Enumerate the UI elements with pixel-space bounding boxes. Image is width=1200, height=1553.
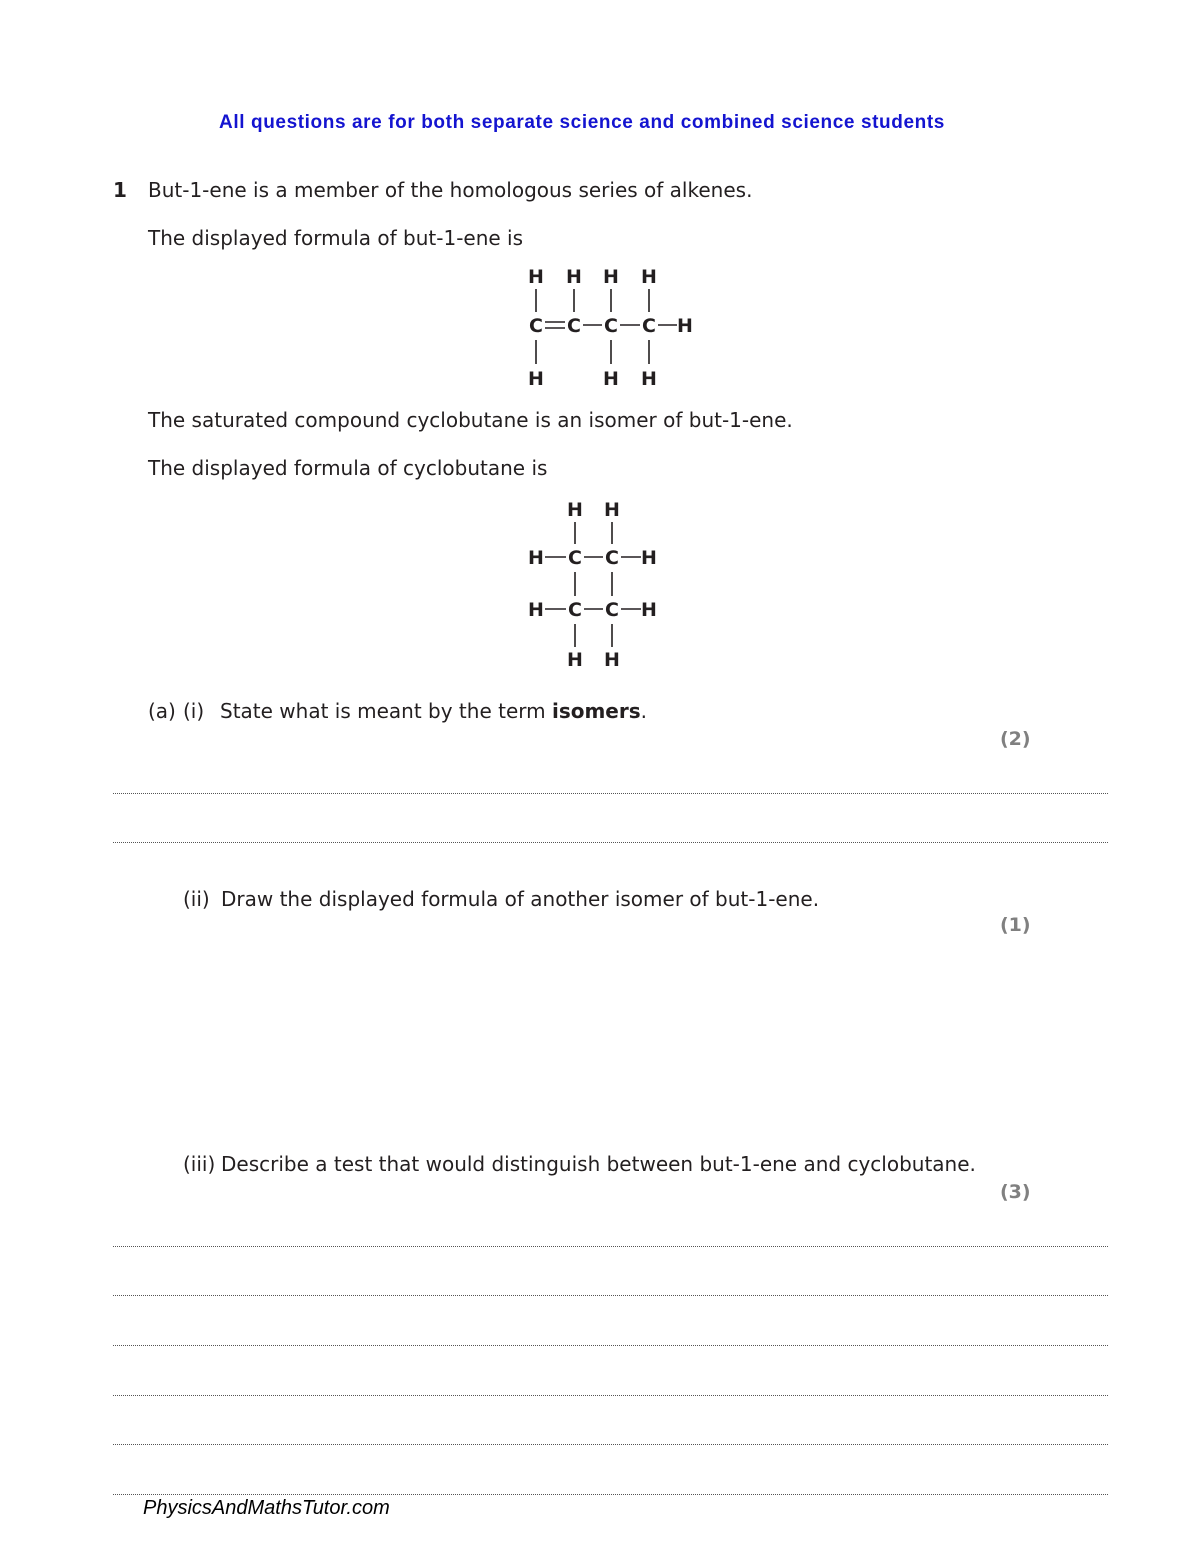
atom-c: C	[529, 315, 543, 337]
atom-h: H	[641, 599, 657, 621]
atom-h: H	[677, 315, 693, 337]
instruction-banner: All questions are for both separate science and combined science students	[219, 112, 945, 133]
part-i-period: .	[640, 699, 647, 723]
answer-line[interactable]	[113, 842, 1108, 843]
but1ene-carbon-chain	[529, 315, 693, 337]
atom-h: H	[567, 649, 583, 671]
part-iii-marks: (3)	[1000, 1181, 1031, 1203]
atom-h: H	[641, 266, 657, 288]
atom-h: H	[566, 266, 582, 288]
cyclobutane-structure	[500, 490, 680, 675]
atom-h: H	[528, 547, 544, 569]
but1ene-structure	[500, 258, 720, 393]
atom-h: H	[603, 266, 619, 288]
atom-h: H	[603, 368, 619, 390]
atom-h: H	[641, 368, 657, 390]
answer-line[interactable]	[113, 1295, 1108, 1296]
atom-h: H	[567, 499, 583, 521]
atom-h: H	[528, 599, 544, 621]
part-iii-label: (iii)	[183, 1152, 216, 1176]
answer-line[interactable]	[113, 1246, 1108, 1247]
answer-line[interactable]	[113, 1494, 1108, 1495]
cyclobutane-caption: The displayed formula of cyclobutane is	[148, 456, 548, 480]
answer-line[interactable]	[113, 1395, 1108, 1396]
isomers-keyword: isomers	[551, 699, 641, 723]
part-ii-marks: (1)	[1000, 914, 1031, 936]
part-a-label: (a)	[148, 699, 176, 723]
answer-line[interactable]	[113, 1345, 1108, 1346]
but1ene-caption: The displayed formula of but-1-ene is	[148, 226, 524, 250]
atom-c: C	[568, 599, 582, 621]
answer-line[interactable]	[113, 1444, 1108, 1445]
answer-line[interactable]	[113, 793, 1108, 794]
atom-h: H	[641, 547, 657, 569]
but1ene-top-hydrogens	[528, 266, 657, 288]
but1ene-bottom-hydrogens	[528, 368, 657, 390]
atom-c: C	[642, 315, 656, 337]
atom-h: H	[604, 499, 620, 521]
atom-h: H	[528, 266, 544, 288]
part-i-question	[220, 699, 647, 723]
part-ii-label: (ii)	[183, 887, 210, 911]
part-i-text: State what is meant by the term	[220, 699, 552, 723]
part-iii-question: Describe a test that would distinguish between but-1-ene and cyclobutane.	[221, 1152, 976, 1176]
question-number: 1	[113, 178, 127, 202]
atom-c: C	[567, 315, 581, 337]
part-ii-question: Draw the displayed formula of another isomer of but-1-ene.	[221, 887, 820, 911]
footer-brand: PhysicsAndMathsTutor.com	[143, 1497, 390, 1519]
atom-c: C	[605, 547, 619, 569]
atom-c: C	[604, 315, 618, 337]
atom-h: H	[604, 649, 620, 671]
saturated-statement: The saturated compound cyclobutane is an isomer of but-1-ene.	[148, 408, 793, 432]
atom-c: C	[605, 599, 619, 621]
atom-h: H	[528, 368, 544, 390]
part-i-label: (i)	[183, 699, 205, 723]
drawing-area[interactable]	[113, 945, 1108, 1140]
atom-c: C	[568, 547, 582, 569]
question-intro: But-1-ene is a member of the homologous series of alkenes.	[148, 178, 753, 202]
part-i-marks: (2)	[1000, 728, 1031, 750]
